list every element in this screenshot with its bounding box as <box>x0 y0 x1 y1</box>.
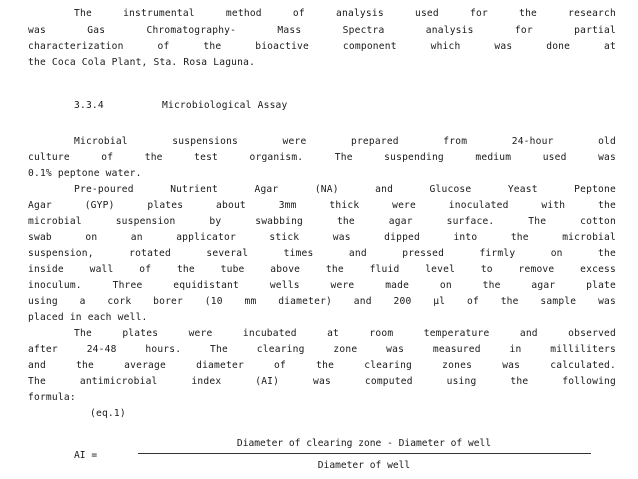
paragraph-4-line-4: The antimicrobial index (AI) was computed using the following <box>28 376 616 387</box>
paragraph-1-line-3: characterization of the bioactive component which was done at <box>28 41 616 52</box>
paragraph-3-line-7: inoculum. Three equidistant wells were made on the agar plate <box>28 280 616 291</box>
fraction-bar <box>138 453 591 454</box>
paragraph-2-line-2: culture of the test organism. The suspending medium used was <box>28 152 616 163</box>
paragraph-2-line-1: Microbial suspensions were prepared from 24-hour old <box>74 136 616 147</box>
formula-denominator: Diameter of well <box>317 460 411 471</box>
paragraph-4-line-3: and the average diameter of the clearing zones was calculated. <box>28 360 616 371</box>
paragraph-3-line-4: swab on an applicator stick was dipped into the microbial <box>28 232 616 243</box>
paragraph-3-line-5: suspension, rotated several times and pressed firmly on the <box>28 248 616 259</box>
section-number: 3.3.4 <box>74 100 104 111</box>
paragraph-3-line-9: placed in each well. <box>28 312 148 323</box>
paragraph-3-line-2: Agar (GYP) plates about 3mm thick were inoculated with the <box>28 200 616 211</box>
paragraph-4-line-2: after 24-48 hours. The clearing zone was measured in milliliters <box>28 344 616 355</box>
paragraph-3-line-3: microbial suspension by swabbing the agar surface. The cotton <box>28 216 616 227</box>
formula-lhs: AI = <box>74 450 98 461</box>
paragraph-1-line-1: The instrumental method of analysis used for the research <box>74 8 616 19</box>
paragraph-1-line-2: was Gas Chromatography- Mass Spectra analysis for partial <box>28 25 616 36</box>
equation-label: (eq.1) <box>90 408 126 419</box>
section-title: Microbiological Assay <box>162 100 288 111</box>
paragraph-4-line-5: formula: <box>28 392 76 403</box>
formula-numerator: Diameter of clearing zone - Diameter of well <box>236 438 492 449</box>
paragraph-4-line-1: The plates were incubated at room temperature and observed <box>74 328 616 339</box>
paragraph-2-line-3: 0.1% peptone water. <box>28 168 142 179</box>
paragraph-3-line-6: inside wall of the tube above the fluid level to remove excess <box>28 264 616 275</box>
paragraph-1-line-4: the Coca Cola Plant, Sta. Rosa Laguna. <box>28 57 256 68</box>
paragraph-3-line-1: Pre-poured Nutrient Agar (NA) and Glucose Yeast Peptone <box>74 184 616 195</box>
paragraph-3-line-8: using a cork borer (10 mm diameter) and 200 µl of the sample was <box>28 296 616 307</box>
